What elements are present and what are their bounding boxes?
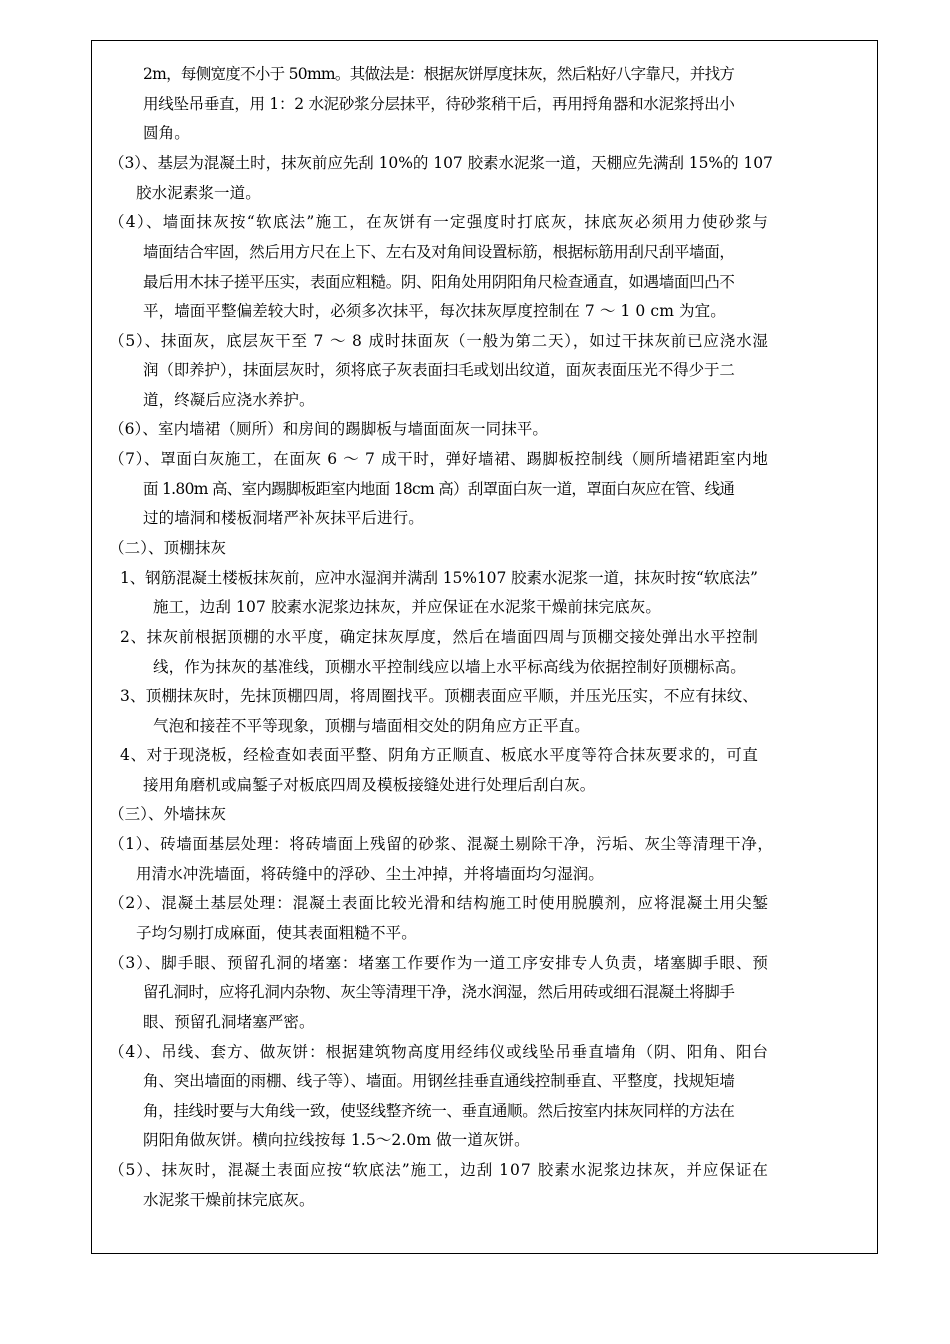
text-line: 道，终凝后应浇水养护。 <box>143 391 315 409</box>
text-line: 3、顶棚抹灰时，先抹顶棚四周，将周圈找平。顶棚表面应平顺，并压光压实，不应有抹纹、 <box>120 687 759 705</box>
text-line: （5）、抹面灰，底层灰干至 7 ～ 8 成时抹面灰（一般为第二天），如过干抹灰前已应浇水湿 <box>109 332 769 350</box>
text-line: 用线坠吊垂直，用 1：2 水泥砂浆分层抹平，待砂浆稍干后，再用捋角器和水泥浆捋出小 <box>143 95 735 113</box>
text-line: 眼、预留孔洞堵塞严密。 <box>143 1013 315 1031</box>
text-line: 留孔洞时，应将孔洞内杂物、灰尘等清理干净，浇水润湿，然后用砖或细石混凝土将脚手 <box>143 983 735 1001</box>
text-line: 用清水冲洗墙面，将砖缝中的浮砂、尘土冲掉，并将墙面均匀湿润。 <box>136 865 605 883</box>
text-line: 4、对于现浇板，经检查如表面平整、阴角方正顺直、板底水平度等符合抹灰要求的，可直 <box>120 746 759 764</box>
text-line: 阴阳角做灰饼。横向拉线按每 1.5～2.0m 做一道灰饼。 <box>143 1131 530 1149</box>
text-line: 过的墙洞和楼板洞堵严补灰抹平后进行。 <box>143 509 424 527</box>
text-line: （3）、脚手眼、预留孔洞的堵塞：堵塞工作要作为一道工序安排专人负责，堵塞脚手眼、预 <box>109 954 769 972</box>
text-line: 2m，每侧宽度不小于 50mm。其做法是：根据灰饼厚度抹灰，然后粘好八字靠尺，并找方 <box>143 65 735 83</box>
text-line: 气泡和接茬不平等现象，顶棚与墙面相交处的阴角应方正平直。 <box>153 717 590 735</box>
text-line: 水泥浆干燥前抹完底灰。 <box>143 1191 315 1209</box>
text-line: 2、抹灰前根据顶棚的水平度，确定抹灰厚度，然后在墙面四周与顶棚交接处弹出水平控制 <box>120 628 759 646</box>
text-line: 润（即养护），抹面层灰时，须将底子灰表面扫毛或划出纹道，面灰表面压光不得少于二 <box>143 361 735 379</box>
text-line: 面 1.80m 高、室内踢脚板距室内地面 18cm 高）刮罩面白灰一道，罩面白灰应在管、线通 <box>143 480 735 498</box>
text-line: 墙面结合牢固，然后用方尺在上下、左右及对角间设置标筋，根据标筋用刮尺刮平墙面， <box>143 243 735 261</box>
text-line: （2）、混凝土基层处理：混凝土表面比较光滑和结构施工时使用脱膜剂，应将混凝土用尖錾 <box>109 894 769 912</box>
text-line: （二）、顶棚抹灰 <box>109 539 227 557</box>
text-line: 平，墙面平整偏差较大时，必须多次抹平，每次抹灰厚度控制在 7 ～ 1 0 cm 为宜。 <box>143 302 726 320</box>
text-line: （4）、吊线、套方、做灰饼：根据建筑物高度用经纬仪或线坠吊垂直墙角（阴、阳角、阳台 <box>109 1043 769 1061</box>
text-line: 线，作为抹灰的基准线，顶棚水平控制线应以墙上水平标高线为依据控制好顶棚标高。 <box>153 658 746 676</box>
text-line: 子均匀剔打成麻面，使其表面粗糙不平。 <box>136 924 417 942</box>
text-line: （3）、基层为混凝土时，抹灰前应先刮 10%的 107 胶素水泥浆一道，天棚应先满刮 15%的 107 <box>109 154 773 172</box>
text-line: （7）、罩面白灰施工，在面灰 6 ～ 7 成干时，弹好墙裙、踢脚板控制线（厕所墙裙距室内地 <box>109 450 769 468</box>
text-line: （三）、外墙抹灰 <box>109 805 227 823</box>
text-line: （1）、砖墙面基层处理：将砖墙面上残留的砂浆、混凝土剔除干净，污垢、灰尘等清理干净， <box>109 835 774 853</box>
text-line: （6）、室内墙裙（厕所）和房间的踢脚板与墙面面灰一同抹平。 <box>109 420 549 438</box>
text-line: 角，挂线时要与大角线一致，使竖线整齐统一、垂直通顺。然后按室内抹灰同样的方法在 <box>143 1102 735 1120</box>
text-line: 胶水泥素浆一道。 <box>136 184 261 202</box>
text-line: 角、突出墙面的雨棚、线子等）、墙面。用钢丝挂垂直通线控制垂直、平整度，找规矩墙 <box>143 1072 735 1090</box>
text-line: 施工，边刮 107 胶素水泥浆边抹灰，并应保证在水泥浆干燥前抹完底灰。 <box>153 598 661 616</box>
text-line: 最后用木抹子搓平压实，表面应粗糙。阴、阳角处用阴阳角尺检查通直，如遇墙面凹凸不 <box>143 273 735 291</box>
text-line: 圆角。 <box>143 124 190 142</box>
text-line: （5）、抹灰时，混凝土表面应按“软底法”施工，边刮 107 胶素水泥浆边抹灰，并应保证在 <box>109 1161 769 1179</box>
text-line: （4）、墙面抹灰按“软底法”施工，在灰饼有一定强度时打底灰，抹底灰必须用力使砂浆与 <box>109 213 770 231</box>
text-line: 1、钢筋混凝土楼板抹灰前，应冲水湿润并满刮 15%107 胶素水泥浆一道，抹灰时按“软底法” <box>120 569 758 587</box>
text-line: 接用角磨机或扁錾子对板底四周及模板接缝处进行处理后刮白灰。 <box>143 776 596 794</box>
